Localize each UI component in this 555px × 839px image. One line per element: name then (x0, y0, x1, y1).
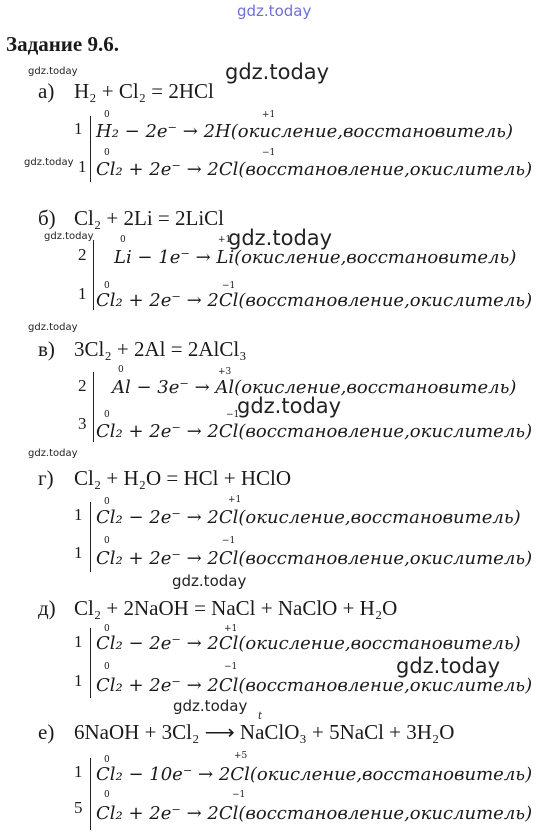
watermark-large: gdz.today (396, 654, 501, 678)
watermark-small: gdz.today (28, 66, 78, 77)
half-reaction-oxidation: Li − 1e⁻ → Li(окисление,восстановитель) (114, 247, 517, 268)
watermark-large: gdz.today (225, 60, 330, 84)
half-reaction-reduction: Cl₂ + 2e⁻ → 2Cl(восстановление,окислитель) (96, 803, 533, 824)
oxidation-state: 0 (104, 281, 110, 291)
oxidation-state: −1 (222, 536, 236, 546)
watermark-small: gdz.today (28, 448, 78, 459)
coefficient: 1 (74, 671, 83, 690)
half-reaction-reduction: Cl₂ + 2e⁻ → 2Cl(восстановление,окислитель) (96, 548, 533, 569)
watermark-large: gdz.today (237, 394, 342, 418)
oxidation-state: +5 (234, 751, 248, 761)
half-reaction-oxidation: Al − 3e⁻ → Al(окисление,восстановитель) (112, 377, 517, 398)
equation-text: Cl₂ + 2Li = 2LiCl (74, 206, 225, 230)
equation-text: Cl₂ + H₂O = HCl + HClO (74, 466, 292, 490)
half-reaction-reduction: Cl₂ + 2e⁻ → 2Cl(восстановление,окислитель) (96, 421, 533, 442)
equation-text: Cl₂ + 2NaOH = NaCl + NaClO + H₂O (74, 596, 398, 620)
oxidation-state: 0 (104, 148, 110, 158)
half-reaction-reduction: Cl₂ + 2e⁻ → 2Cl(восстановление,окислитель) (96, 290, 533, 311)
oxidation-state: 0 (104, 536, 110, 546)
oxidation-state: 0 (104, 624, 110, 634)
half-reaction-oxidation: Cl₂ − 2e⁻ → 2Cl(окисление,восстановитель) (96, 633, 521, 654)
coefficient: 1 (78, 157, 87, 176)
equation-g (38, 466, 291, 491)
coefficient: 2 (78, 245, 87, 264)
coefficient: 3 (78, 414, 87, 433)
coefficient: 1 (74, 119, 83, 138)
arrow-label: t (258, 711, 263, 722)
bracket-bar (93, 372, 94, 442)
equation-a (38, 79, 214, 104)
equation-d (38, 596, 397, 621)
watermark-small: gdz.today (28, 322, 78, 333)
coefficient: 1 (74, 632, 83, 651)
watermark-top: gdz.today (237, 2, 312, 20)
oxidation-state: 0 (104, 790, 110, 800)
oxidation-state: 0 (104, 410, 110, 420)
equation-text: 6NaOH + 3Cl₂ ⟶ NaClO₃ + 5NaCl + 3H₂O (74, 720, 455, 744)
oxidation-state: +1 (228, 495, 242, 505)
watermark-large: gdz.today (228, 226, 333, 250)
equation-text: H₂ + Cl₂ = 2HCl (74, 79, 214, 103)
oxidation-state: 0 (120, 235, 126, 245)
watermark-small: gdz.today (44, 231, 94, 242)
half-reaction-oxidation: H₂ − 2e⁻ → 2H(окисление,восстановитель) (96, 121, 513, 142)
oxidation-state: 0 (104, 110, 110, 120)
oxidation-state: −1 (232, 790, 246, 800)
bracket-bar (90, 502, 91, 572)
section-letter: а) (38, 79, 55, 103)
equation-e (38, 720, 454, 745)
oxidation-state: +1 (224, 624, 238, 634)
bracket-bar (90, 116, 91, 182)
oxidation-state: −1 (222, 281, 236, 291)
oxidation-state: 0 (104, 662, 110, 672)
equation-b (38, 206, 224, 231)
oxidation-state: −1 (224, 662, 238, 672)
bracket-bar (93, 240, 94, 310)
half-reaction-oxidation: Cl₂ − 2e⁻ → 2Cl(окисление,восстановитель) (96, 507, 521, 528)
bracket-bar (90, 628, 91, 698)
coefficient: 1 (74, 505, 83, 524)
coefficient: 1 (78, 284, 87, 303)
oxidation-state: +1 (218, 235, 232, 245)
coefficient: 1 (74, 543, 83, 562)
coefficient: 5 (74, 798, 83, 817)
section-letter: г) (38, 466, 54, 490)
equation-text: 3Cl₂ + 2Al = 2AlCl₃ (74, 337, 247, 361)
watermark-medium: gdz.today (172, 572, 247, 590)
half-reaction-reduction: Cl₂ + 2e⁻ → 2Cl(восстановление,окислитель) (96, 159, 533, 180)
oxidation-state: −1 (226, 410, 240, 420)
half-reaction-reduction: Cl₂ + 2e⁻ → 2Cl(восстановление,окислитель) (96, 675, 533, 696)
section-letter: б) (38, 206, 56, 230)
coefficient: 2 (78, 376, 87, 395)
coefficient: 1 (74, 762, 83, 781)
oxidation-state: −1 (262, 148, 276, 158)
equation-v (38, 337, 247, 362)
page-title: Задание 9.6. (6, 32, 119, 56)
oxidation-state: 0 (104, 497, 110, 507)
oxidation-state: 0 (118, 365, 124, 375)
watermark-small: gdz.today (24, 157, 74, 168)
oxidation-state: +3 (218, 367, 232, 377)
bracket-bar (90, 758, 91, 830)
section-letter: в) (38, 337, 55, 361)
section-letter: д) (38, 596, 56, 620)
oxidation-state: +1 (262, 110, 276, 120)
half-reaction-oxidation: Cl₂ − 10e⁻ → 2Cl(окисление,восстановитель) (96, 764, 533, 785)
watermark-medium: gdz.today (173, 697, 248, 715)
oxidation-state: 0 (104, 755, 110, 765)
section-letter: е) (38, 720, 55, 744)
